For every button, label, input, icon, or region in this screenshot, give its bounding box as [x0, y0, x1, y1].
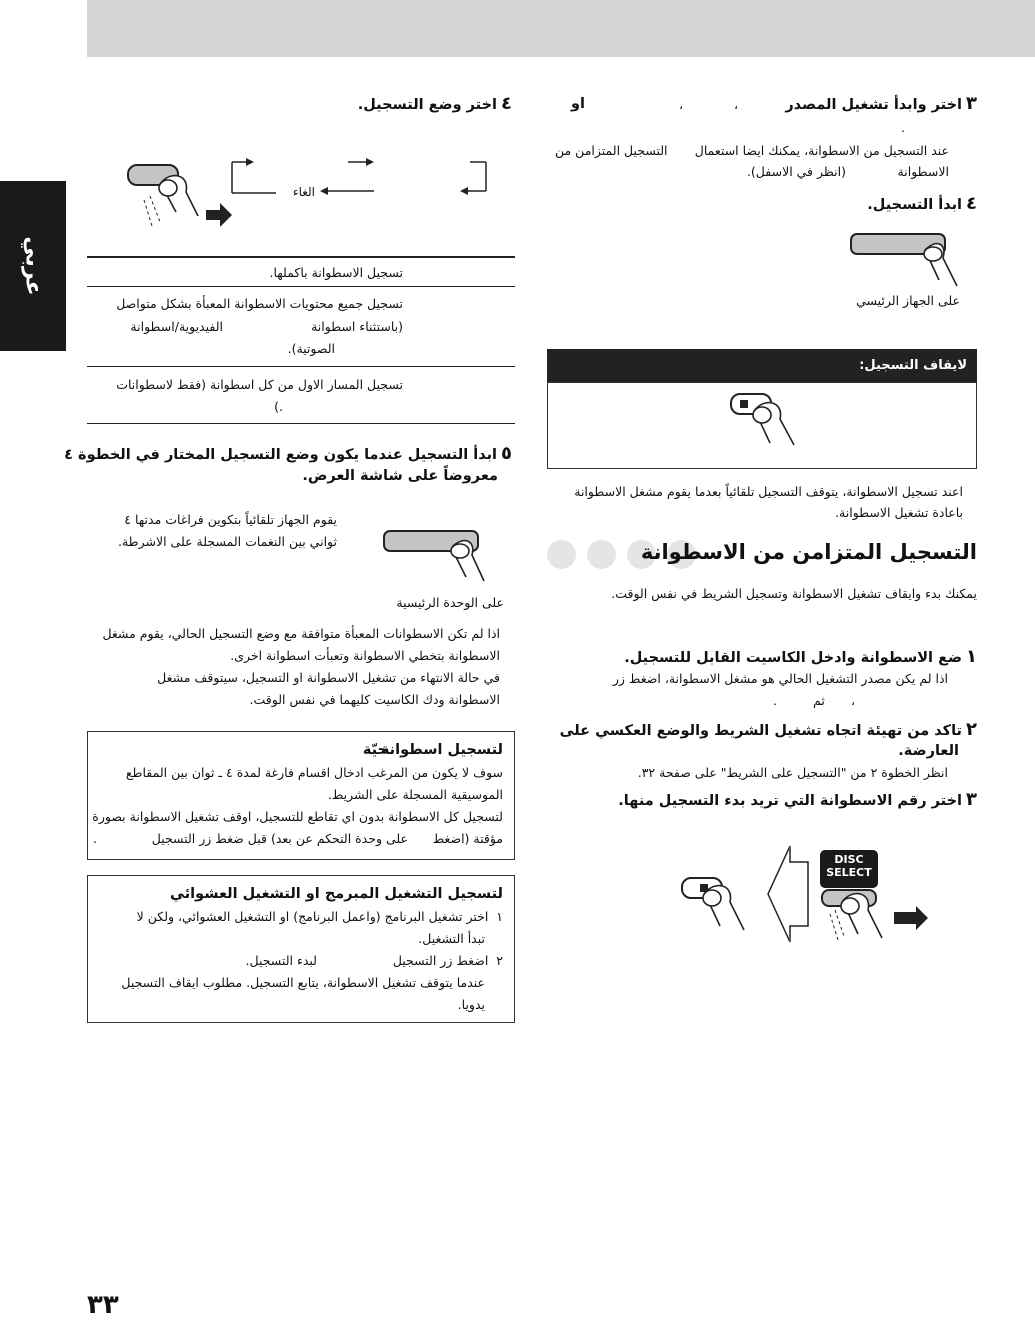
- step3-note-2a: الاسطوانة: [897, 164, 949, 179]
- record-button-illustration: [845, 228, 975, 296]
- stop-button-illustration: [548, 383, 976, 468]
- step4-mode-title-row: [358, 93, 512, 116]
- program-item2-line1a: اضغط زر التسجيل: [392, 953, 489, 968]
- sync-step3-number: ٣: [966, 789, 977, 810]
- main-unit-caption: على الجهاز الرئيسي: [856, 293, 960, 308]
- disc-select-illustration: [672, 840, 937, 950]
- sync-step1-note1: اذا لم يكن مصدر التشغيل الحالي هو مشغل الاسطوانة، اضغط زر: [612, 671, 948, 686]
- program-item1-number: ١: [496, 909, 503, 924]
- step5-title-2: معروضاً على شاشة العرض.: [302, 468, 498, 484]
- step5-para-1: اذا لم تكن الاسطوانات المعبأة متوافقة مع وضع التسجيل الحالي، يقوم مشغل: [102, 626, 500, 641]
- live-disc-line2: الموسيقية المسجلة على الشريط.: [327, 787, 503, 802]
- hand-press-icon: [378, 527, 508, 587]
- decor-circle: [547, 540, 576, 569]
- live-disc-title: لتسجيل اسطوانة: [380, 742, 503, 758]
- disc-select-label: [820, 853, 878, 879]
- program-item2-line2: عندما يتوقف تشغيل الاسطوانة، يتابع التسجيل. مطلوب ايقاف التسجيل: [121, 975, 485, 990]
- live-disc-line4b: على وحدة التحكم عن بعد) قبل ضغط زر التسجيل: [151, 831, 408, 846]
- sync-step1-number: ١: [966, 646, 977, 667]
- mode-row2-line1: تسجيل جميع محتويات الاسطوانة المعبأة بشكل متواصل: [116, 296, 403, 311]
- disc-select-diagram: [672, 840, 937, 950]
- sync-step3-title: اختر رقم الاسطوانة التي تريد بدء التسجيل منها.: [618, 793, 962, 809]
- step3-note-1a: عند التسجيل من الاسطوانة، يمكنك ايضا استعمال: [694, 143, 949, 158]
- step3-number: ٣: [966, 93, 977, 114]
- table-rule: [87, 286, 515, 287]
- live-disc-line4c: .: [93, 831, 97, 846]
- step5-side-1: يقوم الجهاز تلقائياً بتكوين فراغات مدتها ٤: [124, 512, 337, 527]
- sync-step2-title-1: تاكد من تهيئة اتجاه تشغيل الشريط والوضع العكسي على: [559, 723, 962, 739]
- page-number: ٣٣: [87, 1290, 119, 1320]
- cancel-label: الغاء: [292, 185, 315, 199]
- step3-comma-2: ،: [734, 97, 739, 112]
- step3-title-row: [785, 93, 977, 116]
- program-item2-line3: يدويا.: [457, 997, 485, 1012]
- decor-circle: [587, 540, 616, 569]
- step4-start-title-row: [867, 193, 977, 216]
- table-rule: [87, 366, 515, 367]
- sync-step1-note2c: .: [773, 693, 777, 708]
- program-item2-number: ٢: [496, 953, 503, 968]
- sync-step2-number: ٢: [966, 719, 977, 740]
- step3-comma-1: ،: [679, 97, 684, 112]
- program-item1-line1: اختر تشغيل البرنامج (واعمل البرنامج) او التشغيل العشوائي، ولكن لا: [136, 909, 489, 924]
- sync-step1-note2a: ،: [851, 693, 856, 708]
- sync-intro: يمكنك بدء وايقاف تشغيل الاسطوانة وتسجيل الشريط في نفس الوقت.: [611, 586, 977, 601]
- program-item2-line1b: لبدء التسجيل.: [245, 953, 317, 968]
- step5-para-2: الاسطوانة بتخطي الاسطوانة وتعبأت اسطوانة اخرى.: [230, 648, 500, 663]
- program-item1-line2: تبدأ التشغيل.: [418, 931, 485, 946]
- program-random-title: لتسجيل التشغيل المبرمج او التشغيل العشوائي: [170, 886, 503, 902]
- record-mode-diagram: [120, 150, 500, 235]
- header-bar: [87, 0, 1035, 57]
- disc-select-label-1: DISC: [834, 853, 864, 866]
- mode-row1-text: تسجيل الاسطوانة باكملها.: [269, 265, 403, 280]
- sync-section-title: التسجيل المتزامن من الاسطوانة: [640, 540, 977, 564]
- mode-row2-line2b: الفيديوية/اسطوانة: [130, 319, 223, 334]
- step5-para-3: في حالة الانتهاء من تشغيل الاسطوانة او التسجيل، سيتوقف مشغل: [157, 670, 500, 685]
- sync-step1-title: ضع الاسطوانة وادخل الكاسيت القابل للتسجيل.: [624, 650, 962, 666]
- step3-dot: .: [901, 120, 905, 135]
- live-disc-line3: لتسجيل كل الاسطوانة بدون اي تقاطع للتسجيل، اوقف تشغيل الاسطوانة بصورة: [92, 809, 503, 824]
- live-disc-title-b: حيّة: [362, 742, 388, 758]
- hand-press-icon: [845, 228, 975, 296]
- stop-recording-header: لايقاف التسجيل:: [547, 349, 977, 382]
- start-record-illustration: [378, 527, 508, 587]
- program-item1-row: [137, 906, 503, 928]
- sync-step1-title-row: [624, 646, 977, 669]
- stop-note-line1: اعند تسجيل الاسطوانة، يتوقف التسجيل تلقائياً بعدما يقوم مشغل الاسطوانة: [574, 484, 963, 499]
- mode-row2-line3: الصوتية).: [287, 341, 335, 356]
- language-tab-label: عربي: [20, 236, 46, 296]
- table-top-rule: [87, 256, 515, 258]
- stop-note-line2: باعادة تشغيل الاسطوانة.: [835, 505, 963, 520]
- main-unit-caption-2: على الوحدة الرئيسية: [396, 595, 504, 610]
- step4-start-number: ٤: [966, 193, 977, 214]
- program-item2-row: [393, 950, 503, 972]
- mode-row2-line2a: (باستثناء اسطوانة: [311, 319, 403, 334]
- table-rule: [87, 423, 515, 424]
- live-disc-line4a: مؤقتة (اضغط: [432, 831, 503, 846]
- stop-recording-box: [547, 382, 977, 469]
- sync-step2-note: انظر الخطوة ٢ من "التسجيل على الشريط" على صفحة ٣٢.: [637, 765, 948, 780]
- sync-step1-note2b: ثم: [813, 693, 825, 708]
- mode-row3-line1: تسجيل المسار الاول من كل اسطوانة (فقط لاسطوانات: [116, 377, 403, 392]
- step5-title-row: [64, 443, 512, 466]
- live-disc-line1: سوف لا يكون من المرغب ادخال اقسام فارغة لمدة ٤ ـ ثوان بين المقاطع: [125, 765, 503, 780]
- sync-step2-title-row: [560, 719, 977, 742]
- step3-note-line1: [695, 140, 949, 162]
- step3-note-1b: التسجيل المتزامن من: [555, 143, 668, 158]
- mode-row3-line2: .): [274, 399, 283, 414]
- step4-mode-number: ٤: [501, 93, 512, 114]
- disc-select-label-2: SELECT: [826, 866, 872, 879]
- language-tab: [0, 181, 66, 351]
- sync-step2-title-2: العارضة.: [898, 743, 959, 759]
- step3-note-2b: (انظر في الاسفل).: [746, 164, 846, 179]
- step5-title-1: ابدأ التسجيل عندما يكون وضع التسجيل المختار في الخطوة ٤: [64, 447, 497, 463]
- step5-side-2: ثواني بين النغمات المسجلة على الاشرطة.: [117, 534, 337, 549]
- step4-mode-title: اختر وضع التسجيل.: [357, 97, 497, 113]
- step5-number: ٥: [501, 443, 512, 464]
- step5-para-4: الاسطوانة ودك الكاسيت كليهما في نفس الوقت.: [249, 692, 500, 707]
- step3-title: اختر وابدأ تشغيل المصدر: [785, 97, 962, 113]
- step4-start-title: ابدأ التسجيل.: [867, 197, 962, 213]
- sync-step3-title-row: [618, 789, 977, 812]
- step3-or: او: [571, 96, 585, 112]
